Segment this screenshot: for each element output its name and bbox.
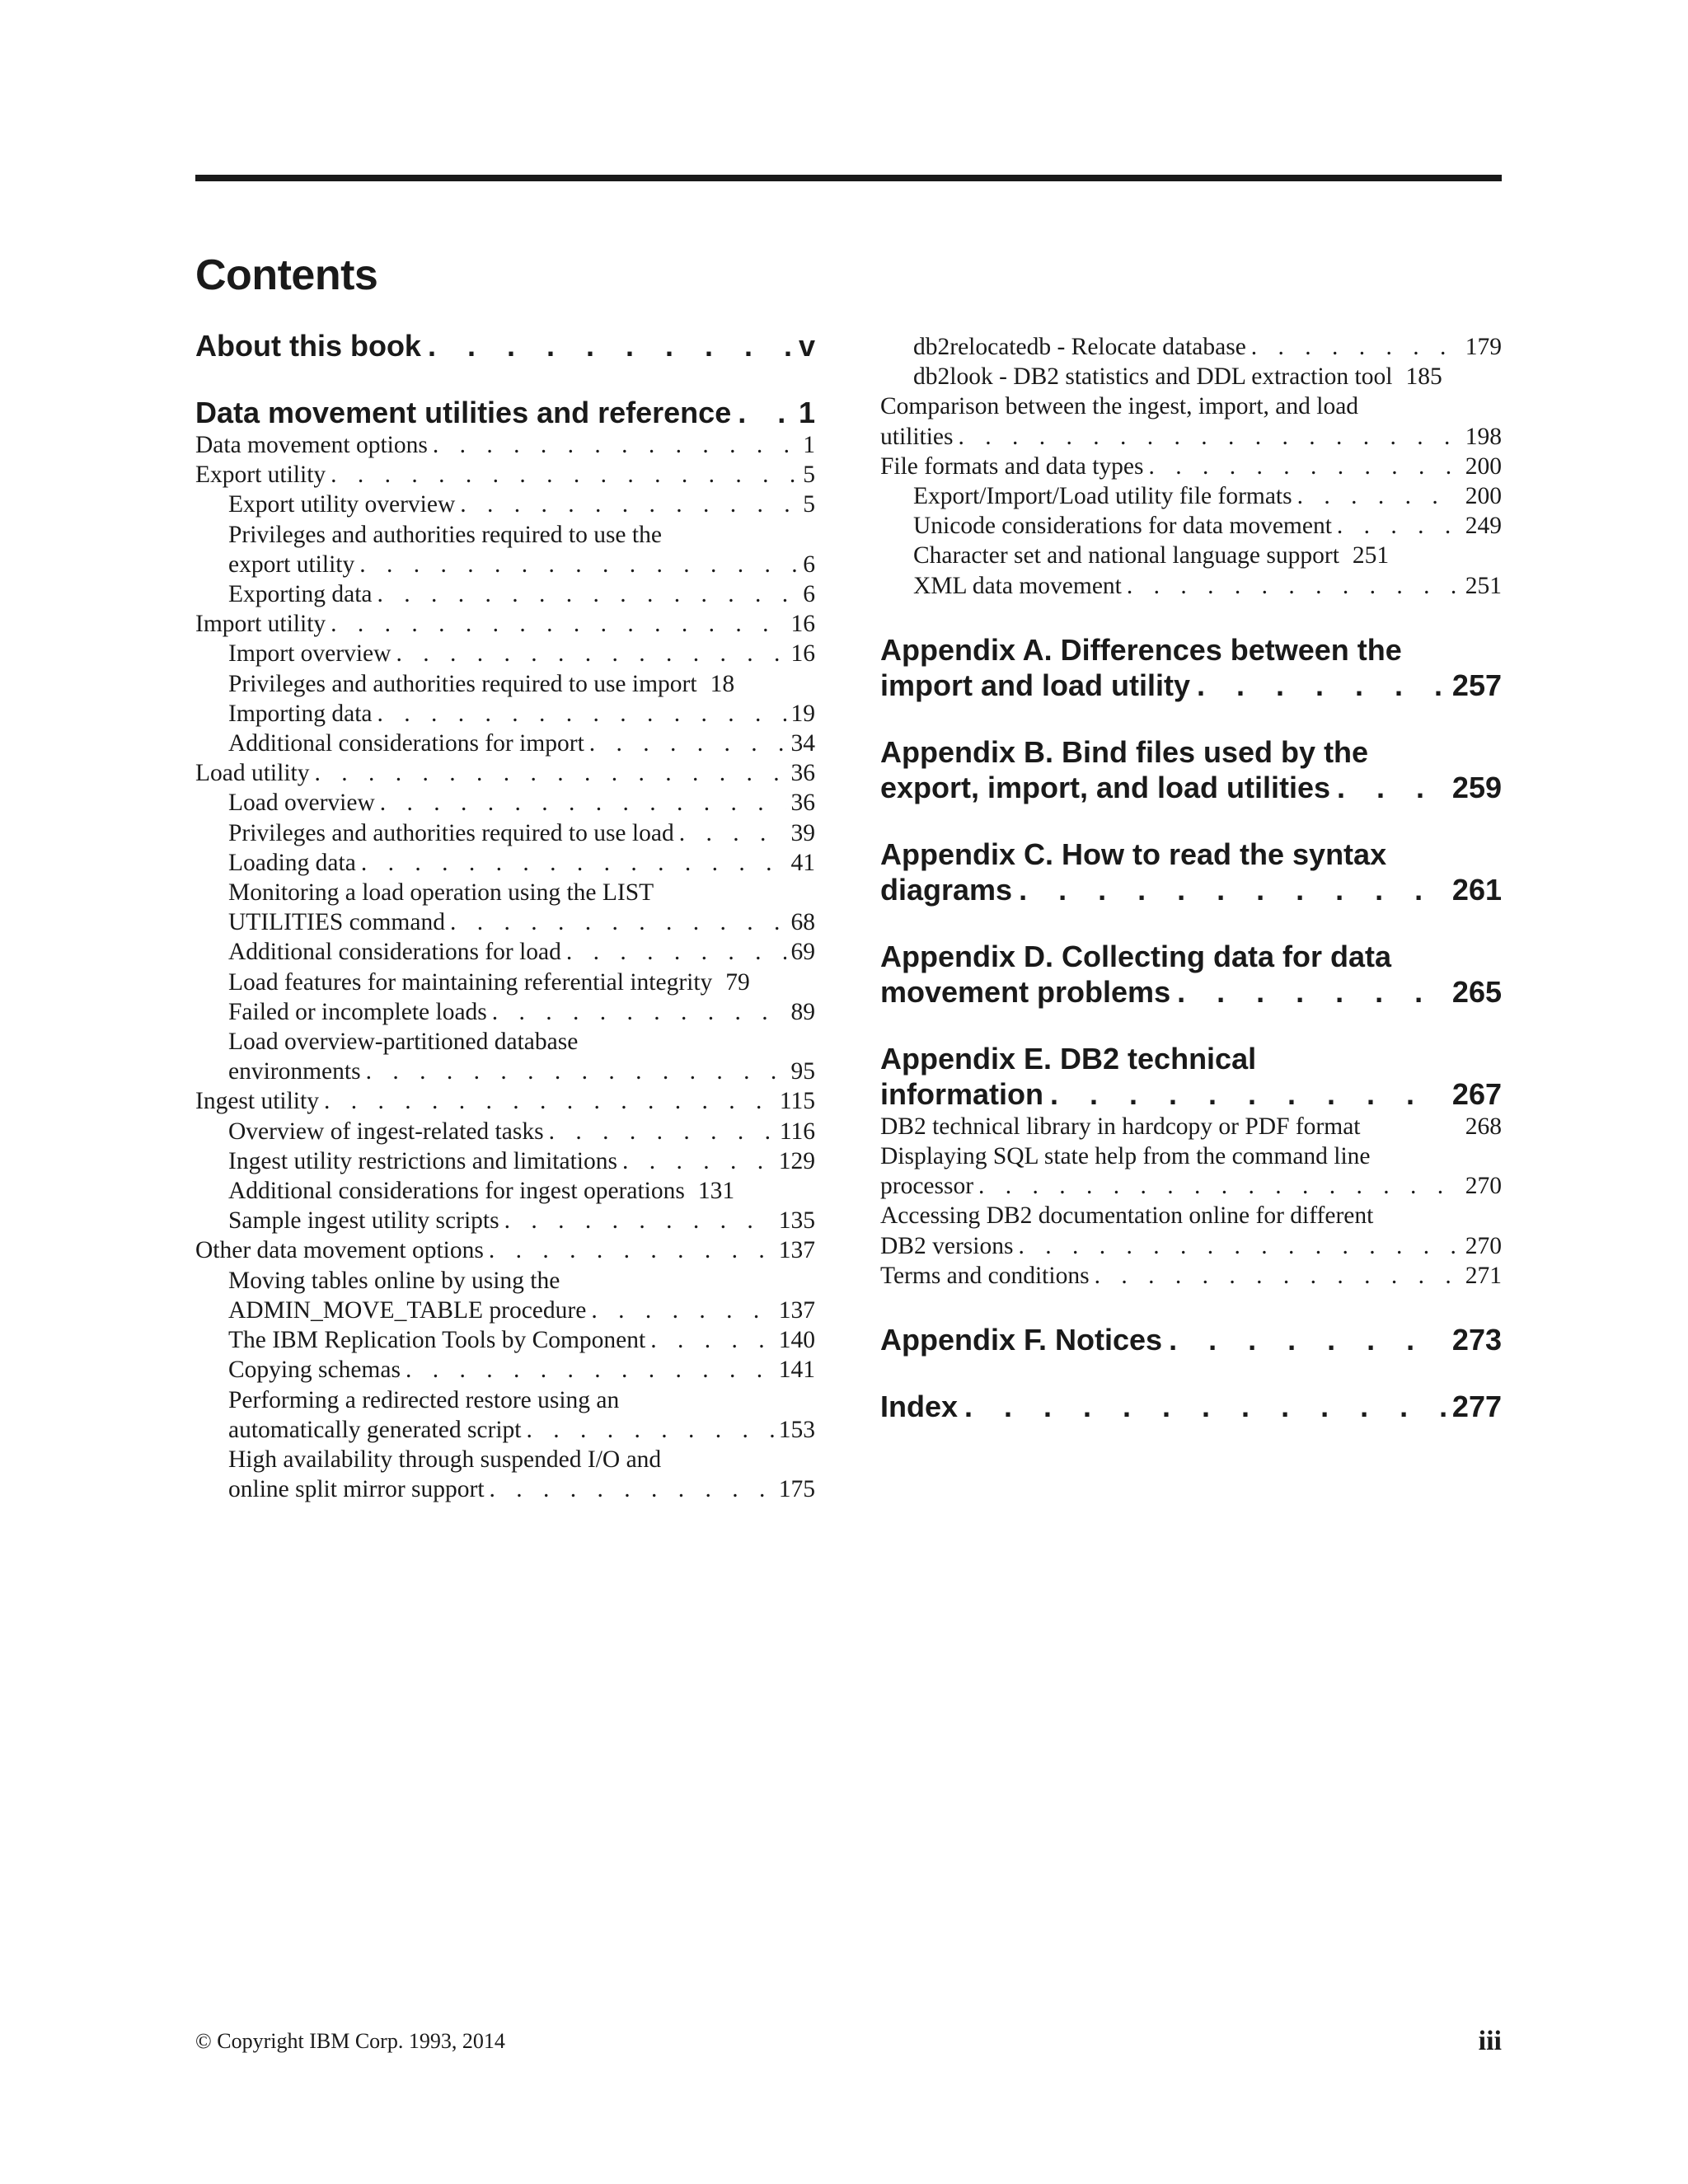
toc-entry[interactable]: Loading data . . . 41 (195, 848, 815, 878)
toc-entry[interactable]: Additional considerations for load . . . 69 (195, 937, 815, 967)
leader-dots (428, 328, 792, 363)
toc-entry[interactable]: Export/Import/Load utility file formats . . . 200 (880, 481, 1502, 511)
toc-appendix-b[interactable]: Appendix B. Bind files used by the export, import, and load utilities . . . 259 (880, 734, 1502, 805)
toc-index[interactable]: Index . . . 277 (880, 1389, 1502, 1424)
toc-entry[interactable]: Additional considerations for import . . . 34 (195, 729, 815, 758)
toc-entry[interactable]: Load utility . . . 36 (195, 758, 815, 788)
toc-entry[interactable]: Other data movement options . . . 137 (195, 1235, 815, 1265)
toc-entry[interactable]: Ingest utility restrictions and limitations . . . 129 (195, 1146, 815, 1176)
toc-entry[interactable]: db2look - DB2 statistics and DDL extraction tool 185 (913, 363, 1442, 391)
toc-entry[interactable]: Import overview . . . 16 (195, 639, 815, 668)
leader-dots (738, 395, 792, 430)
toc-entry-multiline[interactable]: Accessing DB2 documentation online for different DB2 versions . . . 270 (880, 1201, 1502, 1260)
toc-appendix-a[interactable]: Appendix A. Differences between the import and load utility . . . 257 (880, 632, 1502, 703)
toc-entry[interactable]: Load overview . . . 36 (195, 788, 815, 818)
toc-entry[interactable]: File formats and data types . . . 200 (880, 452, 1502, 481)
toc-entry[interactable]: Load features for maintaining referential integrity 79 (228, 968, 750, 996)
toc-data-movement[interactable]: Data movement utilities and reference . . . 1 (195, 395, 815, 430)
toc-entry[interactable]: Ingest utility . . . 115 (195, 1086, 815, 1116)
toc-entry-multiline[interactable]: Moving tables online by using the ADMIN_MOVE_TABLE procedure . . . 137 (195, 1266, 815, 1325)
toc-entry[interactable]: Character set and national language support 251 (913, 542, 1390, 569)
toc-entry[interactable]: db2relocatedb - Relocate database . . . 179 (880, 332, 1502, 362)
toc-entry[interactable]: Overview of ingest-related tasks . . . 116 (195, 1117, 815, 1146)
page-title: Contents (195, 251, 378, 299)
toc-entry-multiline[interactable]: Displaying SQL state help from the command line processor . . . 270 (880, 1141, 1502, 1201)
toc-entry[interactable]: The IBM Replication Tools by Component . . . 140 (195, 1325, 815, 1355)
toc-entry[interactable]: Exporting data . . . 6 (195, 579, 815, 609)
toc-entry[interactable]: Terms and conditions . . . 271 (880, 1261, 1502, 1291)
toc-right-column (880, 332, 1502, 1424)
toc-entry[interactable]: Data movement options . . . 1 (195, 430, 815, 460)
toc-entry[interactable]: Failed or incomplete loads . . . 89 (195, 997, 815, 1027)
toc-entry-multiline[interactable]: Monitoring a load operation using the LIST UTILITIES command . . . 68 (195, 878, 815, 937)
toc-entry[interactable]: Privileges and authorities required to use import 18 (228, 670, 735, 697)
toc-appendix-c[interactable]: Appendix C. How to read the syntax diagrams . . . 261 (880, 837, 1502, 907)
copyright-notice: © Copyright IBM Corp. 1993, 2014 (195, 2029, 505, 2053)
toc-entry-multiline[interactable]: Load overview-partitioned database environments . . . 95 (195, 1027, 815, 1086)
toc-entry-multiline[interactable]: High availability through suspended I/O and online split mirror support . . . 175 (195, 1445, 815, 1504)
toc-entry[interactable]: Import utility . . . 16 (195, 609, 815, 639)
page-number: iii (1478, 2026, 1502, 2056)
toc-entry[interactable]: Sample ingest utility scripts . . . 135 (195, 1206, 815, 1235)
toc-entry-multiline[interactable]: Comparison between the ingest, import, and load utilities . . . 198 (880, 391, 1502, 451)
toc-entry[interactable]: XML data movement . . . 251 (880, 571, 1502, 601)
toc-entry[interactable]: Export utility overview . . . 5 (195, 490, 815, 519)
toc-appendix-f[interactable]: Appendix F. Notices . . . 273 (880, 1322, 1502, 1357)
toc-entry-multiline[interactable]: Performing a redirected restore using an automatically generated script . . . 153 (195, 1385, 815, 1445)
top-rule (195, 175, 1502, 181)
toc-appendix-d[interactable]: Appendix D. Collecting data for data movement problems . . . 265 (880, 939, 1502, 1010)
toc-entry[interactable]: Unicode considerations for data movement . . . 249 (880, 511, 1502, 541)
toc-entry[interactable]: Privileges and authorities required to use load . . . 39 (195, 818, 815, 848)
toc-about-this-book[interactable]: About this book . . . v (195, 328, 815, 363)
toc-entry[interactable]: DB2 technical library in hardcopy or PDF format 268 (880, 1113, 1502, 1140)
toc-appendix-e[interactable]: Appendix E. DB2 technical information . . . 267 (880, 1041, 1502, 1112)
toc-entry[interactable]: Copying schemas . . . 141 (195, 1355, 815, 1385)
toc-entry[interactable]: Importing data . . . 19 (195, 699, 815, 729)
toc-entry-multiline[interactable]: Privileges and authorities required to use the export utility . . . 6 (195, 520, 815, 579)
toc-left-column (195, 328, 815, 1504)
toc-entry[interactable]: Export utility . . . 5 (195, 460, 815, 490)
toc-entry[interactable]: Additional considerations for ingest operations 131 (228, 1178, 735, 1205)
